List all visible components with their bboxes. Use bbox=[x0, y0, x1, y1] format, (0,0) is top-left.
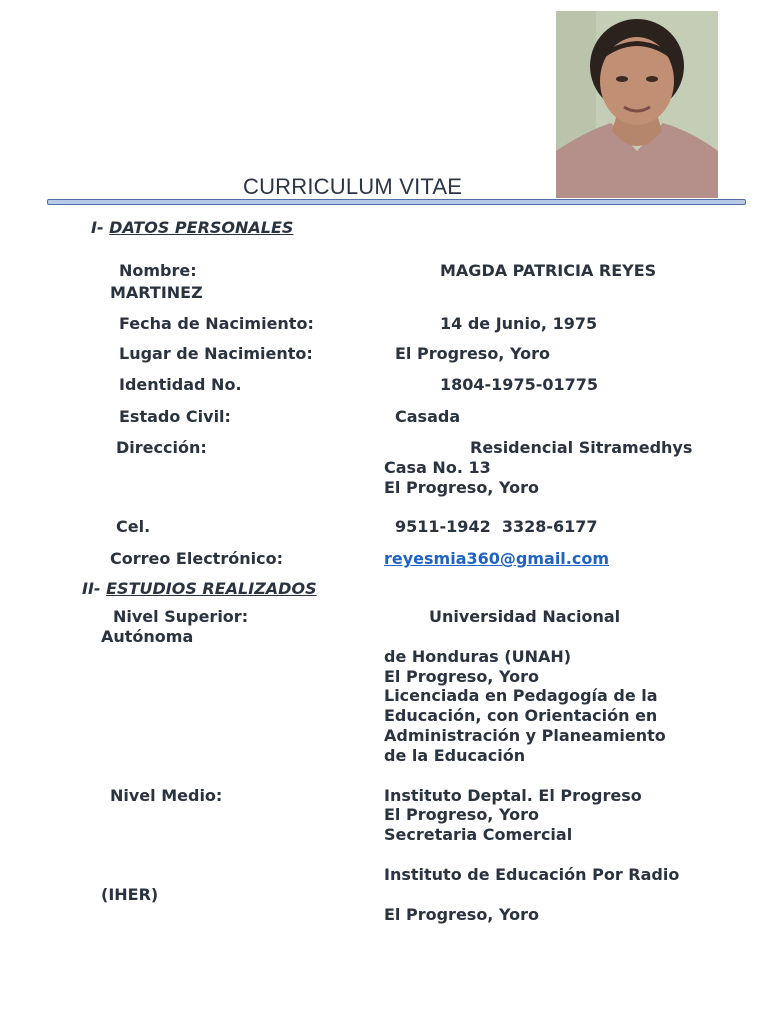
section-studies-prefix: II- bbox=[82, 579, 101, 598]
identidad-value: 1804-1975-01775 bbox=[440, 375, 599, 394]
lugar-label: Lugar de Nacimiento: bbox=[119, 344, 313, 363]
medio-line4-cont: (IHER) bbox=[101, 885, 159, 904]
estado-value: Casada bbox=[395, 407, 461, 426]
section-studies-title: ESTUDIOS REALIZADOS bbox=[106, 579, 317, 598]
medio-line2: El Progreso, Yoro bbox=[384, 805, 539, 824]
direccion-label: Dirección: bbox=[116, 438, 207, 457]
superior-line6: Administración y Planeamiento bbox=[384, 726, 666, 745]
nombre-label: Nombre: bbox=[119, 261, 197, 280]
correo-label: Correo Electrónico: bbox=[110, 549, 283, 568]
medio-line1: Instituto Deptal. El Progreso bbox=[384, 786, 642, 805]
fecha-label: Fecha de Nacimiento: bbox=[119, 314, 314, 333]
section-personal-title: DATOS PERSONALES bbox=[109, 218, 294, 237]
cel-label: Cel. bbox=[116, 517, 151, 536]
superior-line3: El Progreso, Yoro bbox=[384, 667, 539, 686]
direccion-line2: Casa No. 13 bbox=[384, 458, 491, 477]
medio-label: Nivel Medio: bbox=[110, 786, 223, 805]
medio-line5: El Progreso, Yoro bbox=[384, 905, 539, 924]
nombre-value: MAGDA PATRICIA REYES bbox=[440, 261, 657, 280]
superior-line1-cont: Autónoma bbox=[101, 627, 194, 646]
superior-line7: de la Educación bbox=[384, 746, 526, 765]
estado-label: Estado Civil: bbox=[119, 407, 231, 426]
lugar-value: El Progreso, Yoro bbox=[395, 344, 550, 363]
identidad-label: Identidad No. bbox=[119, 375, 242, 394]
superior-line5: Educación, con Orientación en bbox=[384, 706, 658, 725]
page-title: CURRICULUM VITAE bbox=[243, 174, 463, 199]
nombre-value-cont: MARTINEZ bbox=[110, 283, 203, 302]
profile-photo bbox=[556, 11, 718, 198]
superior-line4: Licenciada en Pedagogía de la bbox=[384, 686, 658, 705]
superior-label: Nivel Superior: bbox=[113, 607, 249, 626]
superior-line2: de Honduras (UNAH) bbox=[384, 647, 572, 666]
direccion-line3: El Progreso, Yoro bbox=[384, 478, 539, 497]
cel-value: 9511-1942 3328-6177 bbox=[395, 517, 598, 536]
section-studies-heading bbox=[82, 579, 317, 599]
medio-line3: Secretaria Comercial bbox=[384, 825, 573, 844]
superior-line1: Universidad Nacional bbox=[429, 607, 621, 626]
section-personal-heading bbox=[91, 218, 293, 238]
medio-line4: Instituto de Educación Por Radio bbox=[384, 865, 680, 884]
correo-link[interactable]: reyesmia360@gmail.com bbox=[384, 549, 610, 568]
section-personal-prefix: I- bbox=[91, 218, 104, 237]
fecha-value: 14 de Junio, 1975 bbox=[440, 314, 598, 333]
direccion-line1: Residencial Sitramedhys bbox=[470, 438, 693, 457]
title-divider bbox=[47, 199, 746, 205]
